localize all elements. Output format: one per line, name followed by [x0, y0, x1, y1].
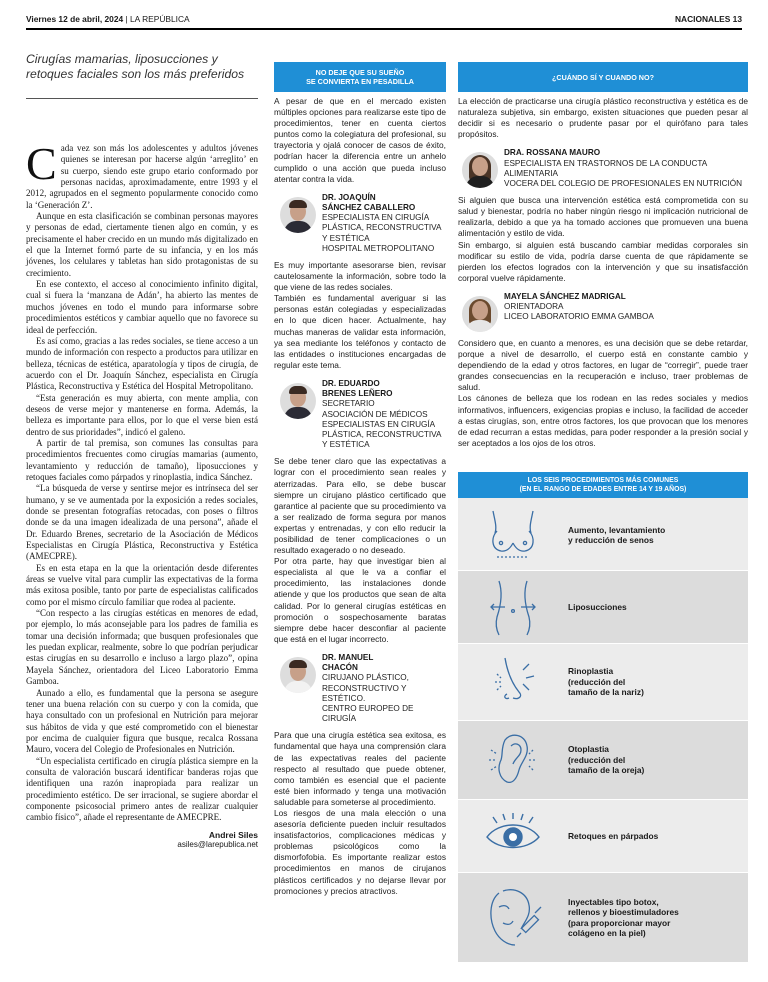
article-paragraph: Es en esta etapa en la que la orientación desde diferentes áreas se vuelve vital para cumplir las expectativas de la forma más exitosa posible, tanto por parte de especialistas calificados como por el mismo círculo familiar que rodea al paciente. — [26, 562, 258, 607]
label-line: (reducción del — [568, 676, 626, 687]
label-line: colágeno en la piel) — [568, 927, 646, 938]
procedure-label — [568, 744, 644, 775]
article-paragraph: “Un especialista certificado en cirugía plástica siempre en la consulta de valoración buscará identificar banderas rojas que identifiquen una razón inapropiada para realizar un procedimiento estético. De ser irracional, se sugiere abordar el componente psicosocial primero antes de realizar cualquier cambio físico”, añade el representante de AMECPRE. — [26, 755, 258, 823]
header-paper: LA REPÚBLICA — [130, 14, 190, 24]
expert-role: ESPECIALISTAS EN CIRUGÍA — [322, 419, 436, 429]
procedures-banner — [458, 472, 748, 498]
label-line: Aumento, levantamiento — [568, 524, 666, 535]
expert-role: VOCERA DEL COLEGIO DE PROFESIONALES EN NUTRICIÓN — [504, 178, 743, 188]
procedure-row — [458, 800, 748, 872]
article-paragraph — [26, 138, 258, 211]
expert-role: HOSPITAL METROPOLITANO — [322, 243, 435, 253]
author-email[interactable]: asiles@larepublica.net — [177, 839, 258, 849]
quote-text: Para que una cirugía estética sea exitosa, es fundamental que haya una comprensión clara de las expectativas reales del paciente respecto al resultado que puede obtener, como también es esencial que el paciente esté bien informado y tenga una motivación saludable para someterse al procedimiento. — [274, 730, 446, 807]
label-line: Liposucciones — [568, 601, 627, 612]
procedure-row — [458, 500, 748, 570]
expert-role: ESPECIALISTA EN CIRUGÍA — [322, 213, 430, 223]
syringe-face-icon — [458, 885, 568, 951]
ear-icon — [458, 728, 568, 792]
expert-role: ASOCIACIÓN DE MÉDICOS — [322, 409, 428, 419]
expert-info — [322, 379, 442, 450]
article-paragraph: A partir de tal premisa, son comunes las consultas para procedimientos frecuentes como cirugías mamarias (aumento, levantamiento y reducción de tamaño), liposucciones y retoques faciales como párpados y rinoplastia, indica Sánchez. — [26, 437, 258, 482]
quote-text: Por otra parte, hay que investigar bien al especialista al que le va a confiar el procedimiento, las instalaciones donde atiende y que los productos que sean de alta calidad. Por lo general cirugías estéticas en promoción o sospechosamente baratas siempre debe hacer desconfiar al paciente que está en el lugar incorrecto. — [274, 556, 446, 644]
expert-role: Y ESTÉTICA — [322, 440, 370, 450]
expert-quote — [274, 260, 446, 371]
quote-text: Considero que, en cuanto a menores, es una decisión que se debe retardar, porque a nivel de desarrollo, el cuerpo está en constante cambio y dependiendo de la edad y otros factores, en lugar de “corregir”, puede traer grandes consecuencias en la recuperación e incluso, traer problemas de salud. — [458, 337, 748, 393]
procedure-label — [568, 525, 665, 546]
expert-info — [322, 193, 442, 254]
expert-info — [504, 292, 654, 332]
breast-icon — [458, 507, 568, 563]
expert-role: LICEO LABORATORIO EMMA GAMBOA — [504, 312, 654, 322]
deck-rule — [26, 98, 258, 99]
byline — [26, 830, 258, 849]
article-paragraph: En ese contexto, el acceso al conocimiento infinito digital, cual si fuera la ‘manzana de Adán’, ha abierto las mentes de muchos jóvenes en todo el mundo para informarse sobre procedimientos estéticos y cambiar aquello que no favorece su ideal de perfección. — [26, 279, 258, 335]
quote-text: Los cánones de belleza que los rodean en las redes sociales y medios informativos, influencers, exigencias propias e incluso, la facilidad de acceder a estas cirugías, son, entre otros factores, los que provocan que los menores de edad recurran a estas medidas, para poder responder a la presión social y ser aceptados a los ojos de los otros. — [458, 393, 748, 448]
procedure-row — [458, 571, 748, 643]
nose-icon — [458, 652, 568, 712]
avatar — [462, 296, 498, 332]
banner-line: (EN EL RANGO DE EDADES ENTRE 14 Y 19 AÑOS) — [519, 485, 687, 493]
article-paragraph: “La búsqueda de verse y sentirse mejor es intrínseca del ser humano, y se ve aumentada por la exposición a redes sociales, donde se presentan fotografías retocadas, con poses o filtros donde se da una imagen idealizada de una persona”, añade el Dr. Eduardo Brenes, secretario de la Asociación de Médicos Especialistas en Cirugía Plástica, Reconstructiva y Estética (AMECPRE). — [26, 483, 258, 562]
procedures-infographic — [458, 472, 748, 962]
procedure-label — [568, 666, 644, 697]
expert-role: PLÁSTICA, RECONSTRUCTIVA — [322, 429, 442, 439]
waist-icon — [458, 577, 568, 637]
quote-text: Sin embargo, si alguien está buscando cambiar medidas corporales sin modificar su estilo de vida, podría darse cuenta de que rápidamente se pierden los efectos logrados con la intervención y que su insatisfacción corporal vuelve rápidamente. — [458, 239, 748, 283]
article-body — [26, 138, 258, 824]
avatar — [280, 383, 316, 419]
drop-cap: C — [26, 138, 57, 189]
article-paragraph: Aunado a ello, es fundamental que la persona se asegure tener una buena relación con su cuerpo y con la comida, que haya consultado con un profesional en Nutrición para mejorar sus hábitos de vida y que esté comprometido con el bienestar por encima de cualquier figura que busque, recalca Rossana Mauro, vocera del Colegio de Profesionales en Nutrición. — [26, 687, 258, 755]
avatar — [462, 152, 498, 188]
label-line: Otoplastia — [568, 744, 609, 755]
expert-role: CIRUGÍA — [322, 714, 357, 724]
expert-card — [462, 148, 748, 189]
label-line: (reducción del — [568, 754, 626, 765]
procedure-row — [458, 644, 748, 720]
expert-name: DR. MANUEL — [322, 652, 374, 662]
quote-text: Si alguien que busca una intervención estética está comprometida con su salud y bienestar, podría no haber ningún riesgo ni implicación nutricional de realizarla, debido a que ya ha tomado acciones que promueven una buena alimentación y estilo de vida. — [458, 195, 748, 239]
label-line: y reducción de senos — [568, 535, 654, 545]
header-section: NACIONALES 13 — [674, 14, 742, 24]
expert-info — [504, 148, 742, 189]
quote-text: Es muy importante asesorarse bien, revisar cautelosamente la información, sobre todo la que viene de las redes sociales. — [274, 259, 446, 293]
page-header — [26, 14, 742, 28]
label-line: Inyectables tipo botox, — [568, 896, 659, 907]
quote-text: Se debe tener claro que las expectativas a lograr con el procedimiento sean reales y aterrizadas. Para ello, se debe buscar siempre un cirujano plástico certificado que garantice al paciente que su procedimiento va a ser realizado de forma segura por manos expertas y entrenadas, y con ello reducir la posibilidad de tener complicaciones o un resultado exagerado o no deseado. — [274, 456, 446, 556]
label-line: rellenos y bioestimuladores — [568, 907, 679, 918]
expert-name: MAYELA SÁNCHEZ MADRIGAL — [504, 291, 626, 301]
header-separator: | — [123, 14, 130, 24]
expert-role: Y ESTÉTICA — [322, 233, 370, 243]
expert-quote — [274, 730, 446, 896]
expert-card — [280, 653, 446, 724]
intro-text: A pesar de que en el mercado existen múltiples opciones para realizarse este tipo de procedimientos, tener en cuenta ciertos puntos como la colegiatura del profesional, su trayectoria y ojalá conocer de casos de éxito, podrían hacer la diferencia entre un anhelo cumplido o una acción que pueda incluso atentar contra la vida. — [274, 96, 446, 184]
label-line: (para proporcionar mayor — [568, 917, 671, 928]
expert-role: ALIMENTARIA — [504, 168, 558, 178]
procedure-label — [568, 602, 627, 612]
eye-icon — [458, 811, 568, 861]
header-dateline — [26, 14, 190, 24]
expert-name: SÁNCHEZ CABALLERO — [322, 202, 416, 212]
banner-line: NO DEJE QUE SU SUEÑO — [315, 68, 405, 77]
expert-quote — [458, 195, 748, 284]
expert-card — [280, 379, 446, 450]
label-line: tamaño de la nariz) — [568, 687, 644, 698]
procedure-label — [568, 831, 658, 841]
expert-role: SECRETARIO — [322, 399, 375, 409]
banner-line: LOS SEIS PROCEDIMIENTOS MÁS COMUNES — [527, 477, 679, 484]
when-section — [458, 62, 748, 449]
header-rule — [26, 28, 742, 30]
avatar — [280, 657, 316, 693]
sidebar-banner — [274, 62, 446, 92]
label-line: tamaño de la oreja) — [568, 765, 645, 776]
when-banner — [458, 62, 748, 92]
paragraph-text: ada vez son más los adolescentes y adultos jóvenes quienes se interesan por hacerse algún ‘arreglito’ en su cuerpo, siendo este grupo etario conformado por personas nacidas, aproximadamente, entre 1993 y el 2012, agrupados en el segmento popularmente conocido como la ‘Generación Z’. — [26, 143, 258, 210]
label-line: Retoques en párpados — [568, 830, 659, 841]
expert-role: PLÁSTICA, RECONSTRUCTIVA — [322, 223, 442, 233]
article-deck: Cirugías mamarias, liposucciones y retoques faciales son los más preferidos — [26, 52, 245, 81]
banner-line: SE CONVIERTA EN PESADILLA — [306, 77, 414, 86]
header-date: Viernes 12 de abril, 2024 — [26, 14, 124, 24]
banner-line: ¿CUÁNDO SÍ Y CUANDO NO? — [552, 72, 654, 82]
sidebar-intro — [274, 96, 446, 185]
expert-quote — [274, 456, 446, 645]
expert-role: ESTÉTICO. — [322, 693, 366, 703]
expert-quote — [458, 338, 748, 449]
expert-card — [280, 193, 446, 254]
avatar — [280, 197, 316, 233]
expert-info — [322, 653, 413, 724]
expert-name: DR. JOAQUÍN — [322, 192, 376, 202]
expert-name: DR. EDUARDO — [322, 378, 380, 388]
quote-text: También es fundamental averiguar si las personas están colegiadas y especializadas en lo que dicen hacer. Actualmente, hay muchas maneras de validar esta información, ya sea mediante los teléfonos y contacto de las entidades o instituciones encargadas de regular este tema. — [274, 293, 446, 370]
article-paragraph: “Esta generación es muy abierta, con mente amplia, con deseos de verse mejor y mantenerse en forma. Además, la belleza es importante para ellos, por lo que el verse bien está dentro de sus prioridades”, indicó el galeno. — [26, 392, 258, 437]
when-intro — [458, 96, 748, 140]
sidebar-experts — [274, 62, 446, 897]
expert-role: ESPECIALISTA EN TRASTORNOS DE LA CONDUCTA — [504, 158, 708, 168]
main-article — [26, 52, 258, 849]
expert-name: CHACÓN — [322, 663, 358, 673]
expert-card — [462, 292, 748, 332]
expert-role: CIRUJANO PLÁSTICO, — [322, 673, 409, 683]
expert-role: RECONSTRUCTIVO Y — [322, 683, 407, 693]
procedure-row — [458, 721, 748, 799]
procedure-label — [568, 897, 679, 939]
article-paragraph: “Con respecto a las cirugías estéticas en menores de edad, por ejemplo, lo más aconsejable para los padres de familia es tomar una decisión informada; que busquen profesionales que les puedan explicar, realmente, sobre lo que podrían perjudicar estas cirugías en su desarrollo e incluso a largo plazo”, opina Mayela Sánchez, orientadora del Liceo Laboratorio Emma Gamboa. — [26, 608, 258, 687]
label-line: Rinoplastia — [568, 666, 614, 677]
article-paragraph: Aunque en esta clasificación se combinan personas mayores y personas de edad, ciertamente tienen algo en común, y es precisamente el haber crecido en un mundo más digitalizado en el que la Internet formó parte de su infancia, y en los más jóvenes, los celulares y tabletas han sido protagonistas de su crecimiento. — [26, 211, 258, 278]
intro-text: La elección de practicarse una cirugía plástico reconstructiva y estética es de naturaleza subjetiva, sin embargo, existen situaciones que pueden pesar al decidir si es necesario o prudente pasar por el quirófano para tales propósitos. — [458, 96, 748, 140]
author-name: Andrei Siles — [208, 829, 258, 840]
expert-name: BRENES LEÑERO — [322, 389, 393, 399]
procedure-row — [458, 873, 748, 962]
expert-role: ORIENTADORA — [504, 302, 564, 312]
quote-text: Los riesgos de una mala elección o una asesoría deficiente pueden incluir resultados insatisfactorios, complicaciones médicas y problemas psicológicos como la dismorfofobia. Es importante realizar estos procedimientos en manos de cirujanos plásticos certificados y no dejarse llevar por promociones y precios atractivos. — [274, 808, 446, 896]
expert-role: CENTRO EUROPEO DE — [322, 703, 414, 713]
article-paragraph: Es así como, gracias a las redes sociales, se tiene acceso a un mundo de información con respecto a productos para utilizar en belleza, técnicas de estética, aparatología y tipos de cirugía, de acuerdo con el Dr. Joaquín Sánchez, especialista en Cirugía Plástica, Reconstructiva y Estética del Hospital Metropolitano. — [26, 335, 258, 392]
expert-name: DRA. ROSSANA MAURO — [504, 148, 601, 158]
